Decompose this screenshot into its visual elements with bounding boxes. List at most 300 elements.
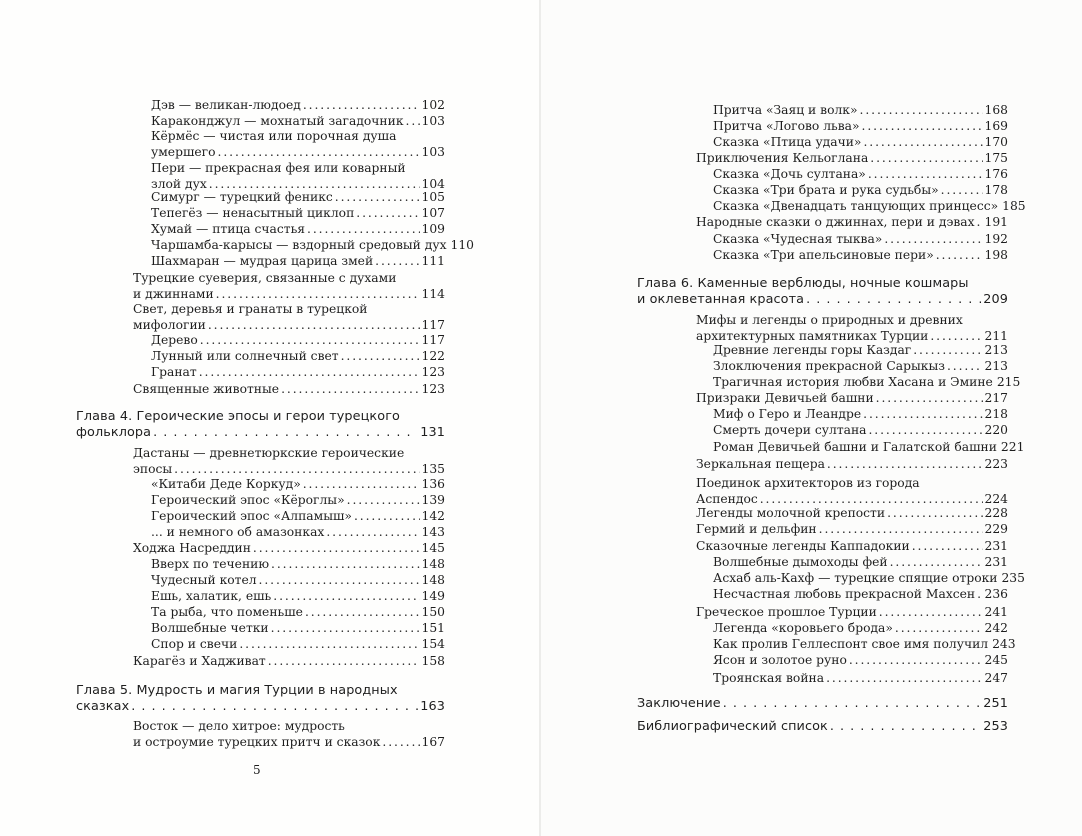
chapter-heading xyxy=(637,696,1008,712)
entry-title: Карагёз и Хадживат xyxy=(133,654,266,668)
dot-leader xyxy=(849,653,983,669)
entry-title: эпосы xyxy=(133,461,173,476)
toc-line xyxy=(151,637,445,653)
toc-line xyxy=(151,190,445,206)
dot-leader xyxy=(216,287,420,303)
page-ref: 213 xyxy=(984,359,1008,373)
chapter-heading xyxy=(76,683,445,714)
toc-subentry xyxy=(151,222,445,238)
toc-entry xyxy=(696,506,1008,522)
entry-title: Аспендос xyxy=(696,491,758,506)
dot-leader xyxy=(884,232,982,248)
toc-entry xyxy=(696,457,1008,473)
toc-line xyxy=(713,637,1016,653)
toc-line xyxy=(713,119,1008,135)
dot-leader xyxy=(281,382,419,398)
entry-title: Глава 4. Героические эпосы и герои турецкого xyxy=(76,409,400,424)
toc-line xyxy=(151,509,445,525)
entry-title: Спор и свечи xyxy=(151,637,238,651)
entry-title: Хумай — птица счастья xyxy=(151,222,306,236)
toc-line xyxy=(151,161,445,177)
toc-subentry xyxy=(151,349,445,365)
dot-leader xyxy=(273,589,419,605)
entry-title: Приключения Кельоглана xyxy=(696,151,869,165)
entry-title: Греческое прошлое Турции xyxy=(696,605,877,619)
entry-title: Древние легенды горы Каздаг xyxy=(713,343,912,357)
page-ref: 198 xyxy=(984,248,1008,262)
toc-subentry xyxy=(713,375,1021,391)
dot-leader xyxy=(941,183,983,199)
toc-line xyxy=(713,407,1008,423)
entry-title: Ешь, халатик, ешь xyxy=(151,589,272,603)
toc-line xyxy=(151,145,445,161)
toc-line xyxy=(713,375,1021,391)
entry-title: Сказка «Три апельсиновые пери» xyxy=(713,248,934,262)
dot-leader xyxy=(199,365,420,381)
toc-subentry xyxy=(713,571,1025,587)
toc-entry xyxy=(696,151,1008,167)
toc-entry xyxy=(133,271,445,302)
toc-line xyxy=(696,215,1008,231)
toc-subentry xyxy=(151,557,445,573)
page-ref: 236 xyxy=(984,587,1008,601)
toc-subentry xyxy=(713,343,1008,359)
toc-subentry xyxy=(151,161,445,192)
toc-line xyxy=(713,653,1008,669)
page-ref: 224 xyxy=(984,491,1008,506)
entry-title: Троянская война xyxy=(713,671,825,685)
toc-subentry xyxy=(151,190,445,206)
entry-title: и остроумие турецких притч и сказок xyxy=(133,734,381,749)
dot-leader xyxy=(406,114,420,130)
toc-subentry xyxy=(713,199,1026,215)
entry-title: Народные сказки о джиннах, пери и дэвах xyxy=(696,215,975,229)
entry-title: Вверх по течению xyxy=(151,557,270,571)
toc-subentry xyxy=(713,621,1008,637)
toc-left-column xyxy=(0,0,540,836)
toc-line xyxy=(151,114,445,130)
dot-leader xyxy=(895,621,983,637)
page-ref: 175 xyxy=(984,151,1008,165)
page-ref: 145 xyxy=(421,541,445,555)
entry-title: Восток — дело хитрое: мудрость xyxy=(133,719,345,733)
entry-title: ... и немного об амазонках xyxy=(151,525,325,539)
entry-title: Сказка «Дочь султана» xyxy=(713,167,866,181)
entry-title: Чаршамба-карысы — вздорный средовый дух xyxy=(151,238,447,252)
toc-subentry xyxy=(151,238,475,254)
toc-subentry xyxy=(713,248,1008,264)
page-ref: 217 xyxy=(984,391,1008,405)
toc-subentry xyxy=(713,183,1008,199)
toc-line xyxy=(713,440,1025,456)
dot-leader xyxy=(863,407,982,423)
chapter-heading xyxy=(76,409,445,440)
toc-line xyxy=(713,571,1025,587)
toc-subentry xyxy=(713,407,1008,423)
entry-title: «Китаби Деде Коркуд» xyxy=(151,477,301,491)
dot-leader xyxy=(936,248,983,264)
page-ref: 103 xyxy=(421,114,445,128)
toc-line xyxy=(151,206,445,222)
toc-line xyxy=(133,446,445,462)
toc-subentry xyxy=(151,525,445,541)
toc-line xyxy=(133,541,445,557)
dot-leader xyxy=(827,457,983,473)
dot-leader xyxy=(303,98,420,114)
entry-title: Сказка «Три брата и рука судьбы» xyxy=(713,183,939,197)
toc-line xyxy=(133,302,445,318)
toc-line xyxy=(696,151,1008,167)
toc-subentry xyxy=(151,621,445,637)
toc-line xyxy=(713,671,1008,687)
toc-entry xyxy=(133,654,445,670)
toc-line xyxy=(713,359,1008,375)
entry-title: Притча «Логово льва» xyxy=(713,119,860,133)
dot-leader xyxy=(876,391,983,407)
entry-title: Героический эпос «Кёроглы» xyxy=(151,493,345,507)
entry-title: Легенда «коровьего брода» xyxy=(713,621,893,635)
entry-title: Сказка «Двенадцать танцующих принцесс» xyxy=(713,199,999,213)
page-ref: 220 xyxy=(984,423,1008,437)
entry-title: Волшебные четки xyxy=(151,621,269,635)
chapter-heading xyxy=(637,719,1008,735)
dot-leader xyxy=(271,557,419,573)
page-ref: 114 xyxy=(421,286,445,301)
entry-title: Притча «Заяц и волк» xyxy=(713,103,858,117)
dot-leader xyxy=(200,333,420,349)
dot-leader xyxy=(887,506,982,522)
dot-leader xyxy=(862,119,983,135)
page-ref: 229 xyxy=(984,522,1008,536)
dot-leader xyxy=(259,573,420,589)
toc-line xyxy=(76,683,445,699)
entry-title: Призраки Девичьей башни xyxy=(696,391,874,405)
dot-leader xyxy=(977,215,983,231)
page-ref: 136 xyxy=(421,477,445,491)
entry-title: Злоключения прекрасной Сарыкыз xyxy=(713,359,945,373)
page-ref: 228 xyxy=(984,506,1008,520)
toc-line xyxy=(151,477,445,493)
dot-leader xyxy=(723,696,982,712)
toc-line xyxy=(151,349,445,365)
entry-title: Дастаны — древнетюркские героические xyxy=(133,446,405,460)
entry-title: Асхаб аль-Кахф — турецкие спящие отроки xyxy=(713,571,998,585)
chapter-heading xyxy=(637,276,1008,307)
page-ref: 213 xyxy=(984,343,1008,357)
toc-entry xyxy=(696,313,1008,344)
toc-subentry xyxy=(713,440,1025,456)
toc-line xyxy=(637,719,1008,735)
toc-line xyxy=(696,605,1008,621)
entry-title: Шахмаран — мудрая царица змей xyxy=(151,254,374,268)
page-ref: 192 xyxy=(984,232,1008,246)
toc-entry xyxy=(133,302,445,333)
toc-subentry xyxy=(151,254,445,270)
toc-line xyxy=(713,103,1008,119)
dot-leader xyxy=(863,135,982,151)
entry-title: Легенды молочной крепости xyxy=(696,506,886,520)
dot-leader xyxy=(307,222,419,238)
entry-title: Дерево xyxy=(151,333,198,347)
entry-title: умершего xyxy=(151,144,216,159)
toc-line xyxy=(696,539,1008,555)
page-ref: 139 xyxy=(421,493,445,507)
page-ref: 170 xyxy=(984,135,1008,149)
toc-line xyxy=(713,248,1008,264)
entry-title: Ясон и золотое руно xyxy=(713,653,847,667)
dot-leader xyxy=(375,254,419,270)
page-ref: 103 xyxy=(421,144,445,159)
entry-title: Дэв — великан-людоед xyxy=(151,98,301,112)
toc-line xyxy=(696,476,1008,492)
toc-subentry xyxy=(151,114,445,130)
toc-right-column xyxy=(541,0,1082,836)
entry-title: Несчастная любовь прекрасной Махсен xyxy=(713,587,976,601)
toc-subentry xyxy=(151,129,445,160)
entry-title: Сказочные легенды Каппадокии xyxy=(696,539,910,553)
entry-title: Смерть дочери султана xyxy=(713,423,867,437)
toc-entry xyxy=(696,605,1008,621)
toc-line xyxy=(151,98,445,114)
toc-line xyxy=(151,573,445,589)
entry-title: Чудесный котел xyxy=(151,573,257,587)
toc-line xyxy=(151,605,445,621)
entry-title: Сказка «Чудесная тыква» xyxy=(713,232,883,246)
toc-line xyxy=(713,343,1008,359)
entry-title: Героический эпос «Алпамыш» xyxy=(151,509,352,523)
page-ref: 150 xyxy=(421,605,445,619)
entry-title: Заключение xyxy=(637,696,721,711)
toc-entry xyxy=(133,541,445,557)
page-ref: 221 xyxy=(1000,440,1025,454)
dot-leader xyxy=(354,509,420,525)
entry-title: Лунный или солнечный свет xyxy=(151,349,339,363)
toc-subentry xyxy=(151,493,445,509)
entry-title: и джиннами xyxy=(133,286,214,301)
page-ref: 178 xyxy=(984,183,1008,197)
dot-leader xyxy=(326,525,419,541)
entry-title: Мифы и легенды о природных и древних xyxy=(696,313,963,327)
toc-line xyxy=(133,462,445,478)
page-ref: 176 xyxy=(984,167,1008,181)
entry-title: Священные животные xyxy=(133,382,280,396)
entry-title: архитектурных памятниках Турции xyxy=(696,328,929,343)
entry-title: Симург — турецкий феникс xyxy=(151,190,333,204)
toc-subentry xyxy=(151,509,445,525)
page-ref: 109 xyxy=(421,222,445,236)
toc-entry xyxy=(133,382,445,398)
page-ref: 122 xyxy=(421,349,445,363)
entry-title: сказках xyxy=(76,698,130,714)
page-number: 5 xyxy=(253,763,261,777)
toc-line xyxy=(133,271,445,287)
entry-title: Пери — прекрасная фея или коварный xyxy=(151,161,406,175)
dot-leader xyxy=(153,425,418,441)
entry-title: Роман Девичьей башни и Галатской башни xyxy=(713,440,997,454)
entry-title: Поединок архитекторов из города xyxy=(696,476,920,490)
page-ref: 242 xyxy=(984,621,1008,635)
page-ref: 235 xyxy=(1001,571,1025,585)
toc-subentry xyxy=(713,359,1008,375)
toc-subentry xyxy=(713,103,1008,119)
dot-leader xyxy=(208,318,420,334)
toc-entry xyxy=(696,539,1008,555)
entry-title: Гранат xyxy=(151,365,197,379)
dot-leader xyxy=(868,167,983,183)
toc-subentry xyxy=(713,232,1008,248)
page-ref: 245 xyxy=(984,653,1008,667)
dot-leader xyxy=(356,206,419,222)
dot-leader xyxy=(341,349,420,365)
page-ref: 111 xyxy=(421,254,445,268)
toc-subentry xyxy=(713,653,1008,669)
page-ref: 142 xyxy=(421,509,445,523)
dot-leader xyxy=(826,671,982,687)
toc-line xyxy=(151,589,445,605)
page-ref: 148 xyxy=(421,557,445,571)
dot-leader xyxy=(870,151,982,167)
dot-leader xyxy=(131,699,418,715)
page-ref: 154 xyxy=(421,637,445,651)
dot-leader xyxy=(303,477,420,493)
toc-line xyxy=(637,276,1008,292)
entry-title: Библиографический список xyxy=(637,719,828,734)
dot-leader xyxy=(305,605,420,621)
toc-line xyxy=(133,382,445,398)
entry-title: Зеркальная пещера xyxy=(696,457,825,471)
dot-leader xyxy=(830,719,981,735)
page-ref: 218 xyxy=(984,407,1008,421)
entry-title: Глава 6. Каменные верблюды, ночные кошмары xyxy=(637,276,969,291)
entry-title: Турецкие суеверия, связанные с духами xyxy=(133,271,397,285)
page-ref: 123 xyxy=(421,365,445,379)
page-ref: 107 xyxy=(421,206,445,220)
entry-title: Сказка «Птица удачи» xyxy=(713,135,862,149)
entry-title: Волшебные дымоходы фей xyxy=(713,555,888,569)
dot-leader xyxy=(930,329,982,345)
page-ref: 231 xyxy=(984,555,1008,569)
toc-line xyxy=(76,409,445,425)
page-ref: 253 xyxy=(983,719,1008,734)
toc-line xyxy=(151,525,445,541)
toc-subentry xyxy=(151,589,445,605)
toc-line xyxy=(696,329,1008,345)
dot-leader xyxy=(760,492,983,508)
page-ref: 243 xyxy=(992,637,1016,651)
dot-leader xyxy=(347,493,420,509)
toc-line xyxy=(151,365,445,381)
page-ref: 105 xyxy=(421,190,445,204)
toc-subentry xyxy=(713,423,1008,439)
page-ref: 169 xyxy=(984,119,1008,133)
toc-line xyxy=(713,183,1008,199)
toc-line xyxy=(713,135,1008,151)
toc-subentry xyxy=(713,119,1008,135)
toc-entry xyxy=(696,215,1008,231)
page-ref: 104 xyxy=(421,176,445,191)
dot-leader xyxy=(819,522,983,538)
toc-line xyxy=(133,735,445,751)
entry-title: Свет, деревья и гранаты в турецкой xyxy=(133,302,368,316)
entry-title: Миф о Геро и Леандре xyxy=(713,407,862,421)
page-ref: 231 xyxy=(984,539,1008,553)
dot-leader xyxy=(239,637,419,653)
toc-line xyxy=(696,457,1008,473)
entry-title: Глава 5. Мудрость и магия Турции в народных xyxy=(76,683,398,698)
toc-line xyxy=(637,696,1008,712)
toc-line xyxy=(713,587,1008,603)
toc-line xyxy=(696,313,1008,329)
page-ref: 223 xyxy=(984,457,1008,471)
toc-entry xyxy=(133,446,445,477)
entry-title: фольклора xyxy=(76,424,152,440)
toc-line xyxy=(76,699,445,715)
page-ref: 185 xyxy=(1002,199,1026,213)
toc-line xyxy=(151,621,445,637)
page-ref: 123 xyxy=(421,382,445,396)
page-ref: 110 xyxy=(450,238,475,252)
dot-leader xyxy=(253,541,420,557)
dot-leader xyxy=(977,587,982,603)
toc-line xyxy=(713,423,1008,439)
page-ref: 168 xyxy=(984,103,1008,117)
toc-line xyxy=(713,232,1008,248)
toc-subentry xyxy=(151,477,445,493)
dot-leader xyxy=(218,145,420,161)
entry-title: Та рыба, что поменьше xyxy=(151,605,303,619)
toc-line xyxy=(151,129,445,145)
dot-leader xyxy=(890,555,983,571)
toc-subentry xyxy=(151,637,445,653)
toc-line xyxy=(713,199,1026,215)
dot-leader xyxy=(913,343,982,359)
dot-leader xyxy=(271,621,420,637)
entry-title: злой дух xyxy=(151,176,207,191)
toc-subentry xyxy=(713,135,1008,151)
dot-leader xyxy=(174,462,419,478)
dot-leader xyxy=(806,292,981,308)
page-ref: 191 xyxy=(984,215,1008,229)
entry-title: Караконджул — мохнатый загадочник xyxy=(151,114,404,128)
entry-title: и оклеветанная красота xyxy=(637,291,805,307)
toc-line xyxy=(151,238,475,254)
toc-line xyxy=(713,621,1008,637)
toc-subentry xyxy=(151,605,445,621)
page-ref: 102 xyxy=(421,98,445,112)
page-ref: 158 xyxy=(421,654,445,668)
toc-line xyxy=(637,292,1008,308)
dot-leader xyxy=(912,539,983,555)
dot-leader xyxy=(879,605,983,621)
toc-line xyxy=(151,333,445,349)
toc-entry xyxy=(133,719,445,750)
toc-subentry xyxy=(151,365,445,381)
toc-subentry xyxy=(713,587,1008,603)
dot-leader xyxy=(860,103,983,119)
toc-line xyxy=(696,522,1008,538)
page-ref: 117 xyxy=(421,317,445,332)
dot-leader xyxy=(868,423,982,439)
dot-leader xyxy=(335,190,420,206)
toc-subentry xyxy=(151,573,445,589)
page-ref: 251 xyxy=(983,696,1008,711)
toc-line xyxy=(151,222,445,238)
page-ref: 215 xyxy=(996,375,1021,389)
right-page xyxy=(541,0,1082,836)
dot-leader xyxy=(382,735,419,751)
toc-line xyxy=(133,719,445,735)
toc-line xyxy=(133,287,445,303)
